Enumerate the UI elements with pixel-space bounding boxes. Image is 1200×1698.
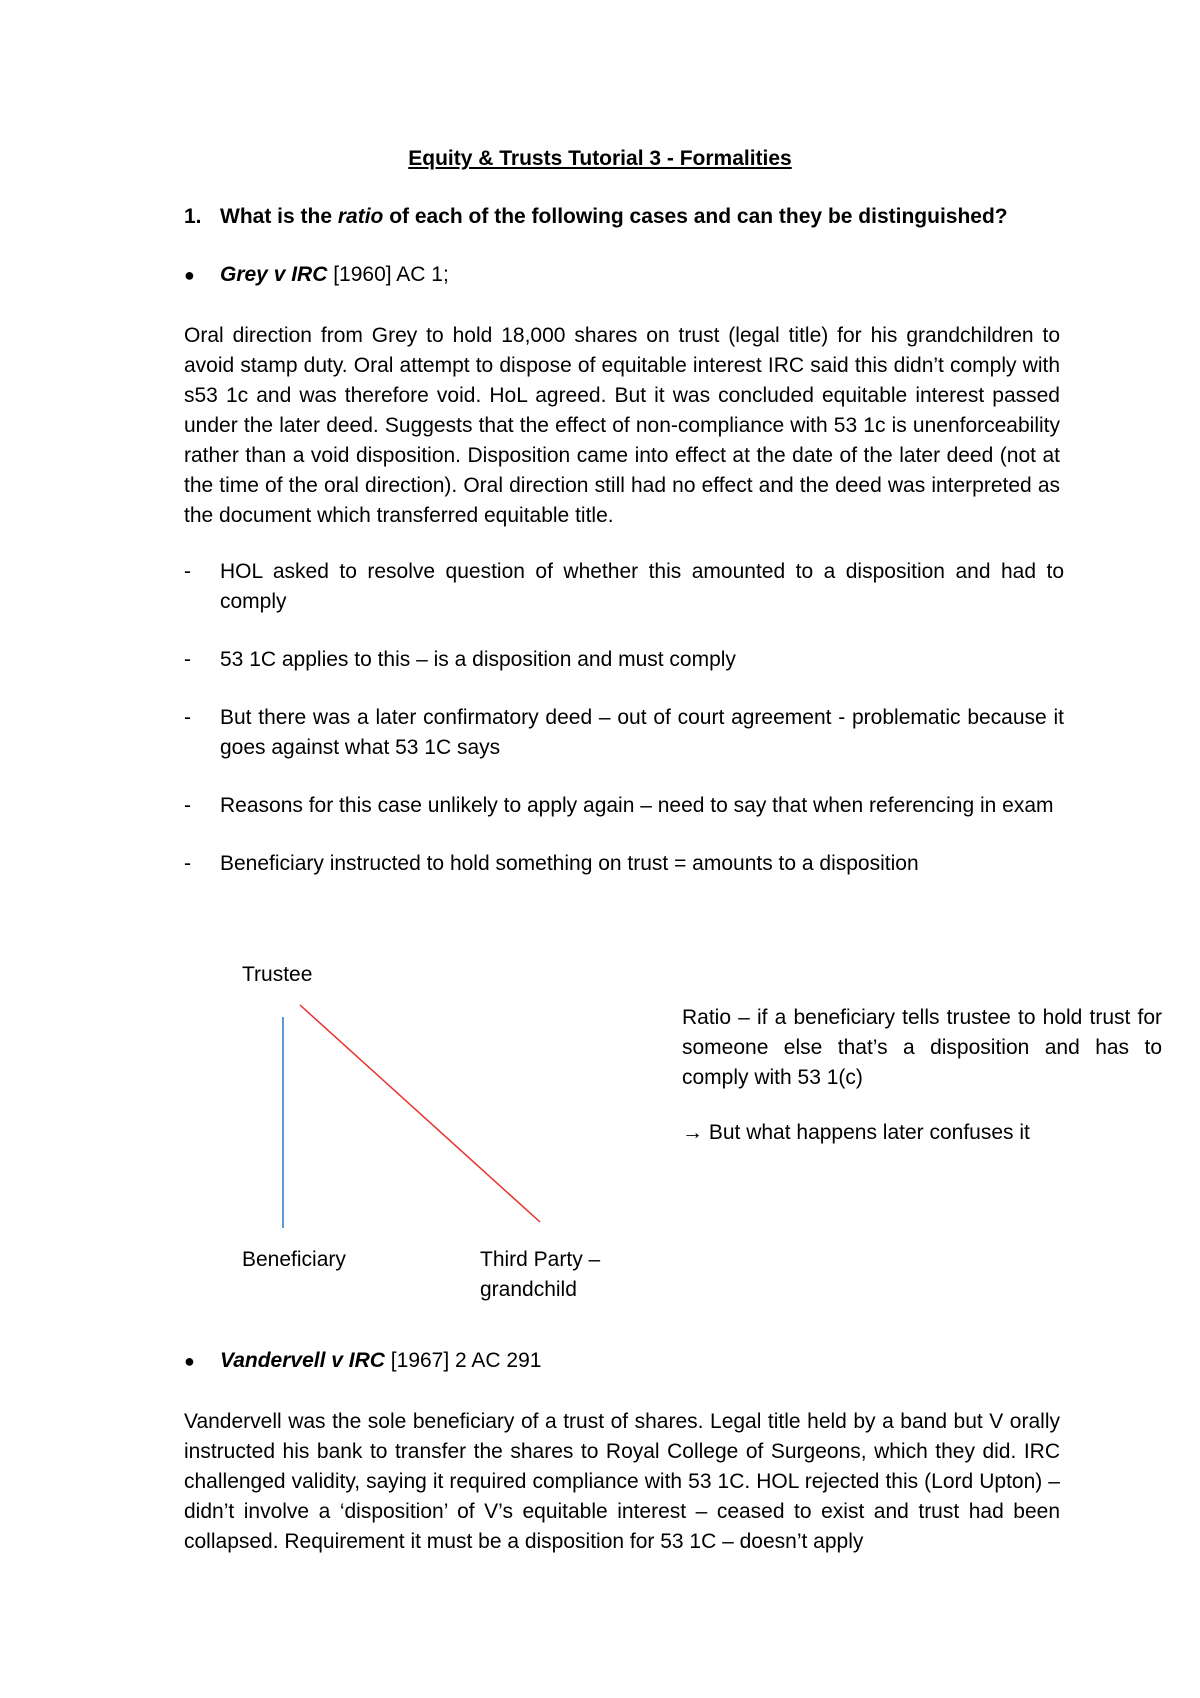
list-item <box>184 557 1064 617</box>
list-item-text: But there was a later confirmatory deed – out of court agreement - problematic because it goes against what 53 1C says <box>220 706 1064 759</box>
diagram-diagonal-line <box>300 1005 540 1222</box>
case-citation-vandervell: [1967] 2 AC 291 <box>384 1349 542 1372</box>
diagram-label-third-party-line2: grandchild <box>480 1278 577 1301</box>
trust-diagram <box>230 960 650 1310</box>
diagram-label-beneficiary: Beneficiary <box>242 1248 346 1271</box>
dash-icon: - <box>184 852 191 875</box>
page-title: Equity & Trusts Tutorial 3 - Formalities <box>408 147 792 170</box>
case-summary-vandervell: Vandervell was the sole beneficiary of a trust of shares. Legal title held by a band but V orally instructed his bank to transfer the shares to Royal College of Surgeons, which they did. IRC challenged validity, saying it required compliance with 53 1C. HOL rejected this (Lord Upton) – didn’t involve a ‘disposition’ of V’s equitable interest – ceased to exist and trust had been collapsed. Requirement it must be a disposition for 53 1C – doesn’t apply <box>184 1410 1060 1553</box>
question-number: 1. <box>184 205 202 228</box>
list-item <box>184 703 1064 763</box>
ratio-note: Ratio – if a beneficiary tells trustee to hold trust for someone else that’s a disposition and has to comply with 53 1(c) <box>682 1006 1162 1089</box>
question-text-before: What is the <box>220 205 338 228</box>
dash-icon: - <box>184 794 191 817</box>
question-text-after: of each of the following cases and can they be distinguished? <box>383 205 1008 228</box>
diagram-label-trustee: Trustee <box>242 963 313 986</box>
list-item <box>184 849 1064 879</box>
bullet-icon: ● <box>184 265 195 285</box>
list-item-text: 53 1C applies to this – is a disposition and must comply <box>220 648 736 671</box>
list-item-text: Beneficiary instructed to hold something on trust = amounts to a disposition <box>220 852 919 875</box>
dash-icon: - <box>184 706 191 729</box>
question-text-emphasis: ratio <box>337 205 384 228</box>
diagram-label-third-party <box>480 1245 600 1305</box>
case-name-grey: Grey v IRC <box>220 263 328 286</box>
case-heading-vandervell <box>184 1349 1064 1373</box>
arrow-right-icon: → <box>682 1121 703 1144</box>
list-item-text: Reasons for this case unlikely to apply again – need to say that when referencing in exam <box>220 794 1054 817</box>
dash-icon: - <box>184 560 191 583</box>
question-1 <box>184 205 1064 229</box>
bullet-icon: ● <box>184 1351 195 1371</box>
case-summary-grey: Oral direction from Grey to hold 18,000 shares on trust (legal title) for his grandchildren to avoid stamp duty. Oral attempt to dispose of equitable interest IRC said this didn’t comply with s53 1c and was therefore void. HoL agreed. But it was concluded equitable interest passed under the later deed. Suggests that the effect of non-compliance with 53 1c is unenforceability rather than a void disposition. Disposition came into effect at the date of the later deed (not at the time of the oral direction). Oral direction still had no effect and the deed was interpreted as the document which transferred equitable title. <box>184 324 1060 527</box>
ratio-arrow-text: But what happens later confuses it <box>708 1121 1030 1144</box>
case-heading-grey <box>184 263 1064 287</box>
list-item-text: HOL asked to resolve question of whether this amounted to a disposition and had to comply <box>220 560 1064 613</box>
list-item <box>184 791 1064 821</box>
case-citation-grey: [1960] AC 1; <box>327 263 449 286</box>
case-name-vandervell: Vandervell v IRC <box>220 1349 385 1372</box>
list-item <box>184 645 1064 675</box>
dash-icon: - <box>184 648 191 671</box>
grey-points-list <box>184 557 1064 907</box>
ratio-arrow-note <box>682 1118 1162 1148</box>
diagram-label-third-party-line1: Third Party – <box>480 1248 601 1271</box>
